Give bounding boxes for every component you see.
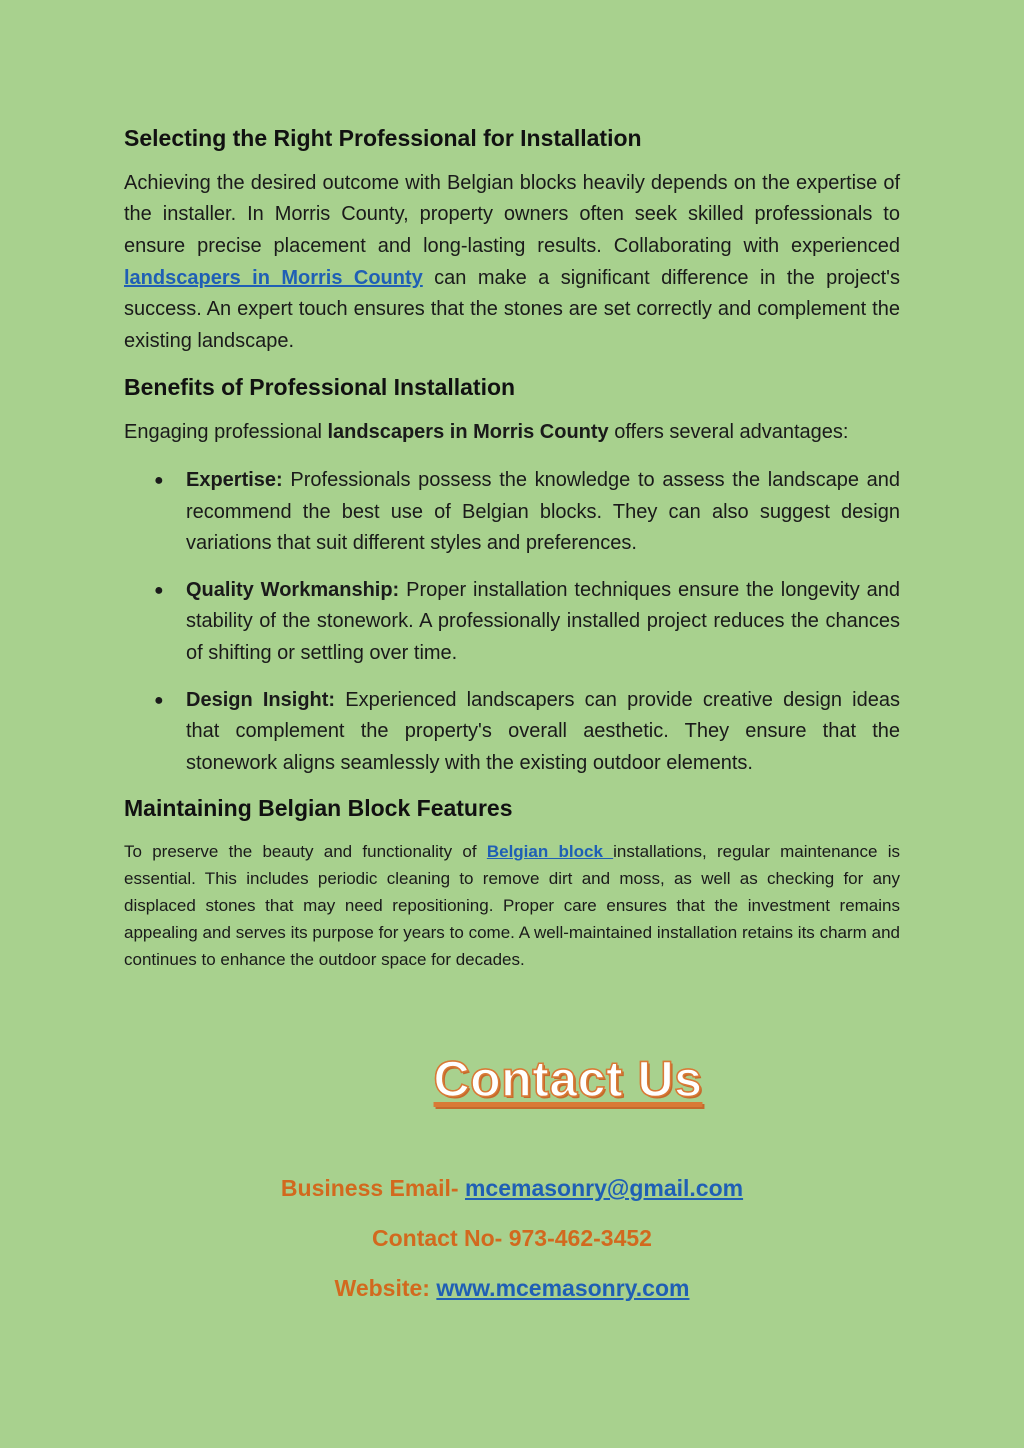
benefits-intro — [124, 417, 900, 449]
belgian-block-link[interactable]: Belgian block — [486, 842, 614, 862]
benefits-list — [124, 465, 900, 779]
intro-text: offers several advantages: — [608, 421, 849, 444]
paragraph-text: installations, regular maintenance is essential. This includes periodic cleaning to remove dirt and moss, as well as checking for any displaced stones that may need repositioning. Proper care ensures that the investment remains appealing and serves its purpose for years to come. A well-maintained installation retains its charm and continues to enhance the outdoor space for decades. — [124, 842, 900, 970]
document-body — [124, 124, 900, 973]
bullet-icon: ● — [154, 691, 164, 709]
contact-us-title: Contact Us — [433, 1051, 703, 1107]
section-paragraph-maintaining — [124, 838, 900, 973]
bullet-icon: ● — [154, 471, 164, 489]
website-link[interactable]: www.mcemasonry.com — [436, 1275, 690, 1301]
benefit-text: Experienced landscapers can provide creative design ideas that complement the property's overall aesthetic. They ensure that the stonework aligns seamlessly with the existing outdoor elements. — [186, 688, 900, 774]
intro-text: Engaging professional — [124, 421, 328, 444]
email-link[interactable]: mcemasonry@gmail.com — [464, 1175, 744, 1201]
benefit-text: Professionals possess the knowledge to assess the landscape and recommend the best use of Belgian blocks. They can also suggest design variations that suit different styles and preferences. — [186, 468, 900, 555]
business-email-line — [0, 1175, 1024, 1202]
benefit-text: Proper installation techniques ensure the longevity and stability of the stonework. A professionally installed project reduces the chances of shifting or settling over time. — [186, 578, 900, 664]
website-line — [0, 1275, 1024, 1302]
section-heading-selecting-professional: Selecting the Right Professional for Installation — [124, 125, 642, 151]
list-item — [124, 685, 900, 780]
benefit-title: Design Insight: — [186, 688, 336, 711]
benefit-title: Expertise: — [186, 468, 283, 491]
paragraph-text: can make a significant difference in the project's success. An expert touch ensures that the stones are set correctly and complement the existing landscape. — [124, 266, 901, 352]
bullet-icon: ● — [154, 581, 164, 599]
list-item — [124, 465, 900, 560]
section-paragraph-selecting-professional — [124, 168, 900, 358]
contact-number-line: Contact No- 973-462-3452 — [372, 1225, 652, 1251]
paragraph-text: To preserve the beauty and functionality of — [124, 842, 487, 862]
paragraph-text: Achieving the desired outcome with Belgian blocks heavily depends on the expertise of the installer. In Morris County, property owners often seek skilled professionals to ensure precise placement and long-lasting results. Collaborating with experienced — [124, 171, 900, 258]
section-heading-maintaining: Maintaining Belgian Block Features — [124, 795, 513, 822]
section-heading-benefits: Benefits of Professional Installation — [124, 374, 516, 401]
landscapers-morris-county-link[interactable]: landscapers in Morris County — [124, 266, 423, 289]
website-label: Website: — [334, 1275, 437, 1301]
benefit-title: Quality Workmanship: — [186, 578, 400, 601]
intro-bold-text: landscapers in Morris County — [327, 421, 609, 444]
email-label: Business Email- — [280, 1175, 465, 1201]
contact-us-heading — [0, 1050, 1024, 1108]
list-item — [124, 575, 900, 670]
